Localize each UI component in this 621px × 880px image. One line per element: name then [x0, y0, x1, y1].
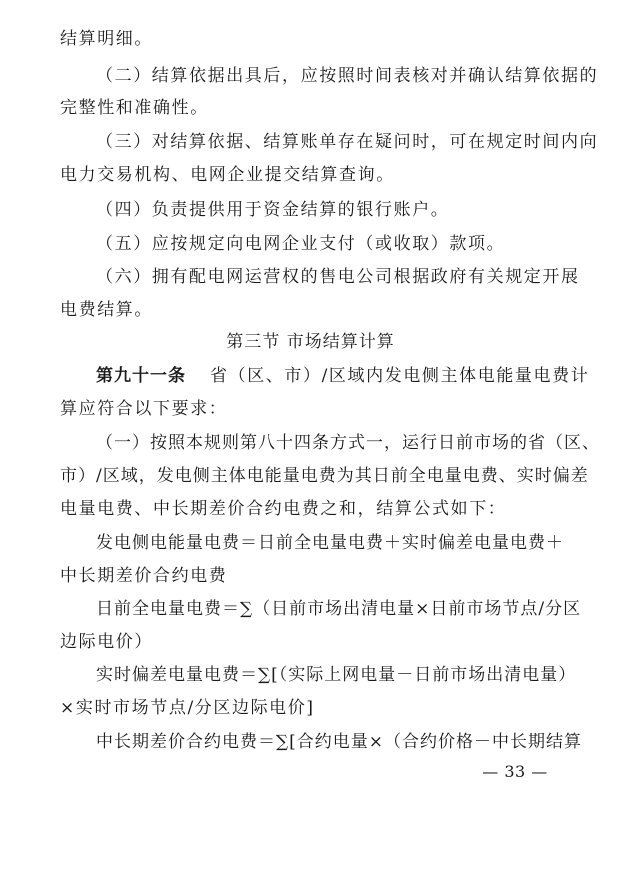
text-line: （三）对结算依据、结算账单存在疑问时，可在规定时间内向: [96, 132, 599, 152]
text-line: 结算明细。: [60, 29, 153, 49]
formula-line: 实时偏差电量电费＝∑[（实际上网电量－日前市场出清电量）: [96, 665, 577, 685]
formula-line: 日前全电量电费＝∑（日前市场出清电量×日前市场节点/分区: [96, 599, 582, 619]
text-line: （六）拥有配电网运营权的售电公司根据政府有关规定开展: [96, 267, 580, 287]
formula-line: 中长期差价合约电费＝∑[合约电量×（合约价格－中长期结算: [96, 732, 583, 752]
text-line: 电量电费、中长期差价合约电费之和，结算公式如下：: [60, 499, 507, 519]
text-line: 市）/区域，发电侧主体电能量电费为其日前全电量电费、实时偏差: [60, 466, 589, 486]
formula-line: 发电侧电能量电费＝日前全电量电费＋实时偏差电量电费＋: [96, 533, 564, 553]
text-line: （一）按照本规则第八十四条方式一，运行日前市场的省（区、: [96, 433, 600, 453]
text-line: （二）结算依据出具后，应按照时间表核对并确认结算依据的: [96, 66, 599, 86]
formula-line: 边际电价）: [60, 632, 153, 652]
text-line: （五）应按规定向电网企业支付（或收取）款项。: [96, 234, 506, 254]
page-number: — 33 —: [482, 762, 548, 781]
text-line: 完整性和准确性。: [60, 98, 209, 118]
section-heading: 第三节 市场结算计算: [226, 332, 395, 352]
text-line: 电费结算。: [60, 300, 153, 320]
article-line: [96, 365, 589, 387]
text-line: 电力交易机构、电网企业提交结算查询。: [60, 165, 395, 185]
article-number: 第九十一条: [96, 366, 186, 386]
article-text: 省（区、市）/区域内发电侧主体电能量电费计: [210, 366, 590, 386]
text-line: 算应符合以下要求：: [60, 399, 228, 419]
formula-line: ×实时市场节点/分区边际电价]: [60, 698, 315, 718]
formula-line: 中长期差价合约电费: [60, 566, 228, 586]
text-line: （四）负责提供用于资金结算的银行账户。: [96, 200, 450, 220]
